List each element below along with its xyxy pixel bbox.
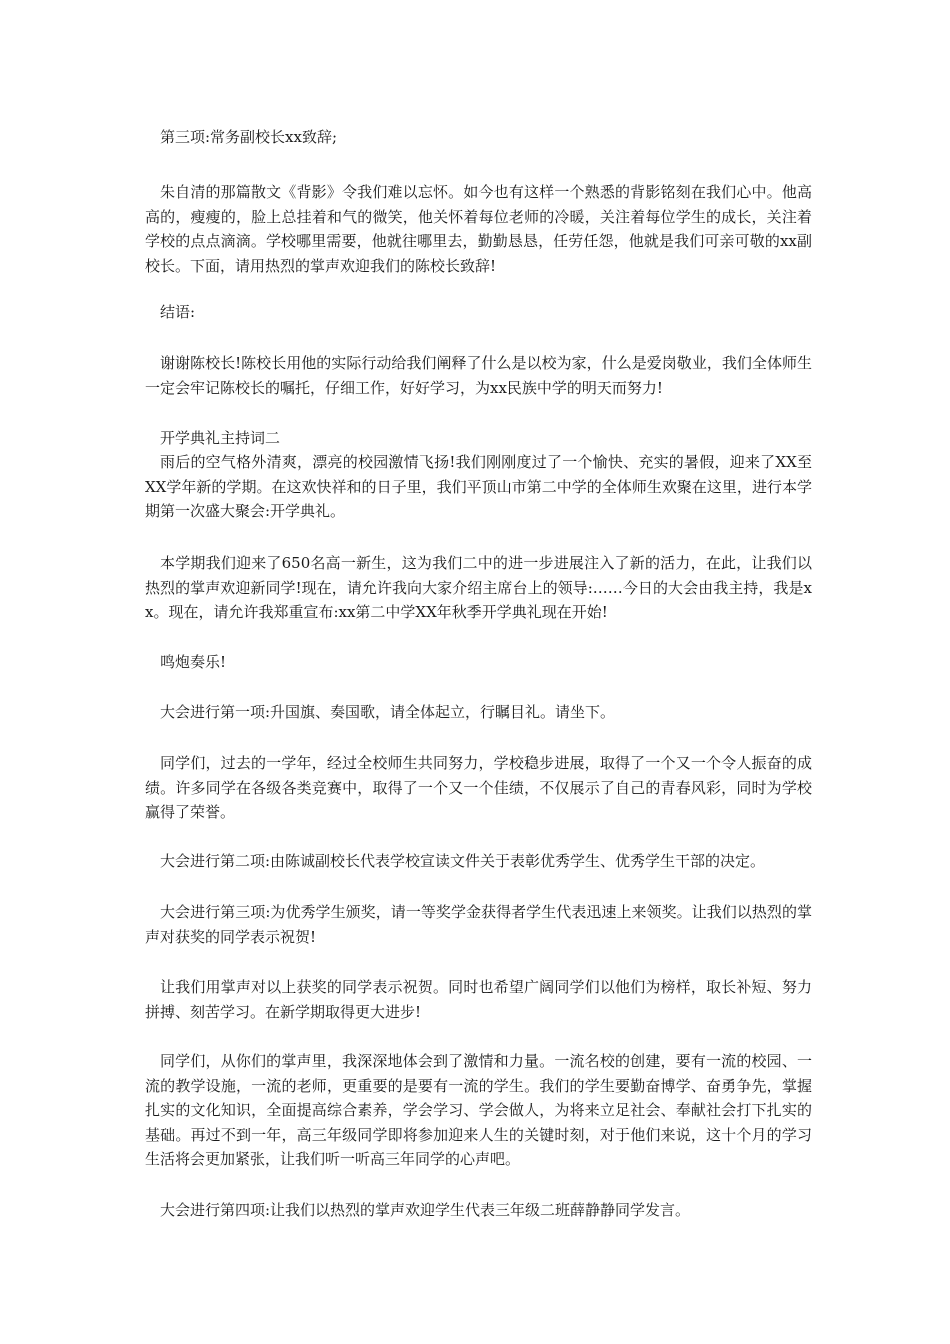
paragraph-item-3-awards: 大会进行第三项:为优秀学生颁奖，请一等奖学金获得者学生代表迅速上来领奖。让我们以热烈的掌声对获奖的同学表示祝贺! (145, 903, 812, 946)
paragraph-fireworks-music: 鸣炮奏乐! (160, 653, 227, 671)
paragraph-new-students: 本学期我们迎来了650名高一新生，这为我们二中的进一步进展注入了新的活力，在此，让我们以热烈的掌声欢迎新同学!现在，请允许我向大家介绍主席台上的领导:……今日的大会由我主持，我是xx。现在，请允许我郑重宣布:xx第二中学XX年秋季开学典礼现在开始! (145, 554, 812, 621)
paragraph-vice-principal-intro: 朱自清的那篇散文《背影》令我们难以忘怀。如今也有这样一个熟悉的背影铭刻在我们心中。他高高的，瘦瘦的，脸上总挂着和气的微笑，他关怀着每位老师的冷暖，关注着每位学生的成长，关注着学校的点点滴滴。学校哪里需要，他就往哪里去，勤勤恳恳，任劳任怨，他就是我们可亲可敬的xx副校长。下面，请用热烈的掌声欢迎我们的陈校长致辞! (145, 183, 812, 275)
paragraph-past-year-achievements: 同学们，过去的一学年，经过全校师生共同努力，学校稳步进展，取得了一个又一个令人振奋的成绩。许多同学在各级各类竞赛中，取得了一个又一个佳绩，不仅展示了自己的青春风彩，同时为学校赢得了荣誉。 (145, 754, 812, 821)
paragraph-item-4-student-speech: 大会进行第四项:让我们以热烈的掌声欢迎学生代表三年级二班薛静静同学发言。 (160, 1201, 691, 1219)
paragraph-closing-label: 结语: (160, 303, 196, 321)
paragraph-first-class-school: 同学们，从你们的掌声里，我深深地体会到了激情和力量。一流名校的创建，要有一流的校园、一流的教学设施，一流的老师，更重要的是要有一流的学生。我们的学生要勤奋博学、奋勇争先，掌握扎实的文化知识，全面提高综合素养，学会学习、学会做人，为将来立足社会、奉献社会打下扎实的基础。再过不到一年，高三年级同学即将参加迎来人生的关键时刻，对于他们来说，这十个月的学习生活将会更加紧张，让我们听一听高三年同学的心声吧。 (145, 1052, 812, 1168)
paragraph-opening-weather: 雨后的空气格外清爽，漂亮的校园激情飞扬!我们刚刚度过了一个愉快、充实的暑假，迎来了XX至XX学年新的学期。在这欢快祥和的日子里，我们平顶山市第二中学的全体师生欢聚在这里，进行本学期第一次盛大聚会:开学典礼。 (145, 453, 812, 520)
paragraph-closing-thanks: 谢谢陈校长!陈校长用他的实际行动给我们阐释了什么是以校为家，什么是爱岗敬业，我们全体师生一定会牢记陈校长的嘱托，仔细工作，好好学习，为xx民族中学的明天而努力! (145, 354, 812, 397)
paragraph-congratulations: 让我们用掌声对以上获奖的同学表示祝贺。同时也希望广阔同学们以他们为榜样，取长补短、努力拼搏、刻苦学习。在新学期取得更大进步! (145, 978, 812, 1021)
section-heading-second-script: 开学典礼主持词二 (160, 429, 281, 447)
paragraph-item-2-commendation: 大会进行第二项:由陈诚副校长代表学校宣读文件关于表彰优秀学生、优秀学生干部的决定。 (160, 852, 766, 870)
paragraph-item-3-intro: 第三项:常务副校长xx致辞; (160, 128, 338, 146)
paragraph-item-1-flag: 大会进行第一项:升国旗、奏国歌，请全体起立，行瞩目礼。请坐下。 (160, 703, 616, 721)
